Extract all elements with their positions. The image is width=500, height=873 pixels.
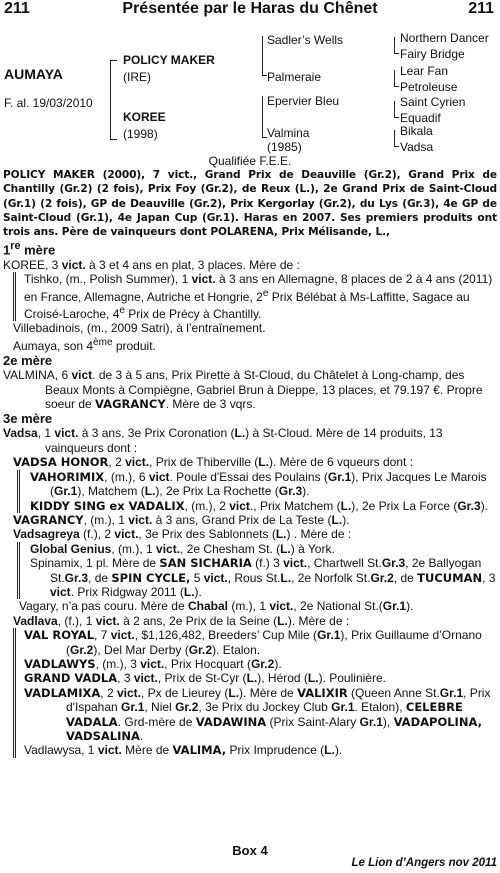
horse-name: AUMAYA <box>4 66 63 82</box>
bracket-line <box>262 96 263 138</box>
produce-entry: KIDDY SING ex VADALIX, (m.), 2 vict., Prix Matchem (L.), 2e Prix La Force (Gr.3). <box>30 498 489 513</box>
produce-entry: Vadlawysa, 1 vict. Mère de VALIMA, Prix Imprudence (L.). <box>24 743 343 758</box>
produce-entry: Villebadinois, (m., 2009 Satri), à l’entraînement. <box>13 321 266 336</box>
g3-ancestor: Northern Dancer <box>400 31 489 45</box>
dam-dam: Valmina <box>267 126 310 140</box>
produce-entry: VADLAMIXA, 2 vict., Px de Lieurey (L.). Mère de VALIXIR (Queen Anne St.Gr.1, Prix d'Ispahan Gr.1, Niel Gr.2, 3e Prix du Jockey Club Gr.1. Etalon), CELEBRE VADALA. Grd-mère de VADAWINA (Prix Saint-Alary Gr.1), VADAPOLINA, VADSALINA. <box>24 685 491 743</box>
dam-name: KOREE <box>123 110 166 124</box>
sire-paragraph: POLICY MAKER (2000), 7 vict., Grand Prix de Deauville (Gr.2), Grand Prix de Chantilly (Gr.2) (2 fois), Prix Foy (Gr.2), de Reux (L.), 2e Grand Prix de Saint-Cloud (Gr.1) (2 fois), GP de Deauville (Gr.2), Prix Kergorlay (Gr.2), du Lys (Gr.3), 4e GP de Saint-Cloud (Gr.1), 4e Japan Cup (Gr.1). Haras en 2007. Ses premiers produits ont trois ans. Père de vainqueurs dont POLARENA, Prix Mélisande, L., <box>3 169 497 239</box>
g3-ancestor: Equadif <box>400 111 441 125</box>
g3-ancestor: Vadsa <box>400 140 434 154</box>
bracket-line <box>394 53 399 54</box>
bracket-line <box>394 37 395 54</box>
bracket-line <box>110 60 117 61</box>
box-number: Box 4 <box>232 843 268 858</box>
produce-group <box>17 542 497 600</box>
dam-entry: VALMINA, 6 vict. de 3 à 5 ans, Prix Pirette à St-Cloud, du Châtelet à Long-champ, des Beaux Monts à Compiègne, Gabriel Brun à Dieppe, 13 places, et 79.197 €. Propre soeur de VAGRANCY. Mère de 3 vqrs. <box>3 368 483 412</box>
produce-entry: VAHORIMIX, (m.), 6 vict. Poule d'Essai des Poulains (Gr.1), Prix Jacques Le Marois (Gr.1), Matchem (L.), 2e Prix La Rochette (Gr.3). <box>30 469 487 499</box>
g3-ancestor: Lear Fan <box>400 64 449 78</box>
produce-entry: Spinamix, 1 pl. Mère de SAN SICHARIA (f.) 3 vict., Chartwell St.Gr.3, 2e Ballyogan St.Gr.3, de SPIN CYCLE, 5 vict., Rous St.L., 2e Norfolk St.Gr.2, de TUCUMAN, 3 vict. Prix Ridgway 2011 (L.). <box>30 556 496 599</box>
produce-entry: VAGRANCY, (m.), 1 vict. à 3 ans, Grand Prix de La Teste (L.). <box>13 512 350 527</box>
g3-ancestor: Saint Cyrien <box>400 95 466 109</box>
qualification: Qualifiée F.E.E. <box>208 154 292 168</box>
dam-entry: KOREE, 3 vict. à 3 et 4 ans en plat, 3 places. Mère de : <box>3 257 300 272</box>
consignor-title: Présentée par le Haras du Chênet <box>122 0 378 17</box>
sire-country: (IRE) <box>123 70 151 84</box>
produce-group <box>17 470 497 513</box>
sale-name: Le Lion d’Angers nov 2011 <box>351 857 497 869</box>
third-dam-heading: 3e mère <box>3 411 53 427</box>
bracket-line <box>394 117 399 118</box>
dam-sire: Epervier Bleu <box>267 94 340 108</box>
produce-entry: GRAND VADLA, 3 vict., Prix de St-Cyr (L.), Hérod (L.). Poulinière. <box>24 671 386 686</box>
bracket-line <box>394 130 395 147</box>
bracket-line <box>394 101 395 118</box>
horse-description: F. al. 19/03/2010 <box>4 96 93 110</box>
second-dam-heading: 2e mère <box>3 353 53 369</box>
produce-entry: Tishko, (m., Polish Summer), 1 vict. à 3 ans en Allemagne, 8 places de 2 à 4 ans (2011) en France, Allemagne, Autriche et Hongrie, 2e Prix Bélébat à Ms-Laffitte, Sagace au Croisé-Laroche, 4e Prix de Précy à Chantilly. <box>13 272 497 321</box>
produce-entry: VAL ROYAL, 7 vict., $1,126,482, Breeders’ Cup Mile (Gr.1), Prix Guillaume d’Ornano (Gr.2), Del Mar Derby (Gr.2). Etalon. <box>24 628 482 657</box>
sire-dam: Palmeraie <box>267 70 322 84</box>
produce-entry: Global Genius, (m.), 1 vict., 2e Chesham St. (L.) à York. <box>30 541 335 556</box>
first-dam-heading: 1re mère <box>3 240 56 258</box>
dam-year: (1998) <box>123 127 158 141</box>
bracket-line <box>394 70 395 87</box>
produce-entry: Vadsagreya (f.), 2 vict., 3e Prix des Sablonnets (L.) . Mère de : <box>13 527 352 542</box>
produce-group <box>13 628 497 758</box>
lot-number-right: 211 <box>468 0 494 17</box>
dam-entry: Vadsa, 1 vict. à 3 ans, 3e Prix Coronation (L.) à St-Cloud. Mère de 14 produits, 13 vainqueurs dont : <box>3 426 443 455</box>
sire-name: POLICY MAKER <box>123 53 215 67</box>
bracket-line <box>262 36 263 76</box>
bracket-line <box>110 60 111 140</box>
produce-entry: Aumaya, son 4ème produit. <box>13 336 156 353</box>
page-header <box>0 0 500 18</box>
produce-entry: Vagary, n’a pas couru. Mère de Chabal (m.), 1 vict., 2e National St.(Gr.1). <box>19 599 414 614</box>
bracket-line <box>394 86 399 87</box>
dam-dam-year: (1985) <box>267 140 302 154</box>
produce-entry: VADLAWYS, (m.), 3 vict., Prix Hocquart (Gr.2). <box>24 656 282 671</box>
sire-sire: Sadler’s Wells <box>267 33 344 47</box>
bracket-line <box>110 139 117 140</box>
bracket-line <box>394 146 399 147</box>
g3-ancestor: Bikala <box>400 124 433 138</box>
lot-number-left: 211 <box>4 0 30 17</box>
g3-ancestor: Petroleuse <box>400 80 458 94</box>
g3-ancestor: Fairy Bridge <box>400 47 465 61</box>
produce-entry: Vadlava, (f.), 1 vict. à 2 ans, 2e Prix de la Seine (L.). Mère de : <box>13 613 350 628</box>
catalogue-body <box>3 168 497 758</box>
produce-entry: VADSA HONOR, 2 vict., Prix de Thiberville (L.). Mère de 6 vqueurs dont : <box>13 455 414 470</box>
